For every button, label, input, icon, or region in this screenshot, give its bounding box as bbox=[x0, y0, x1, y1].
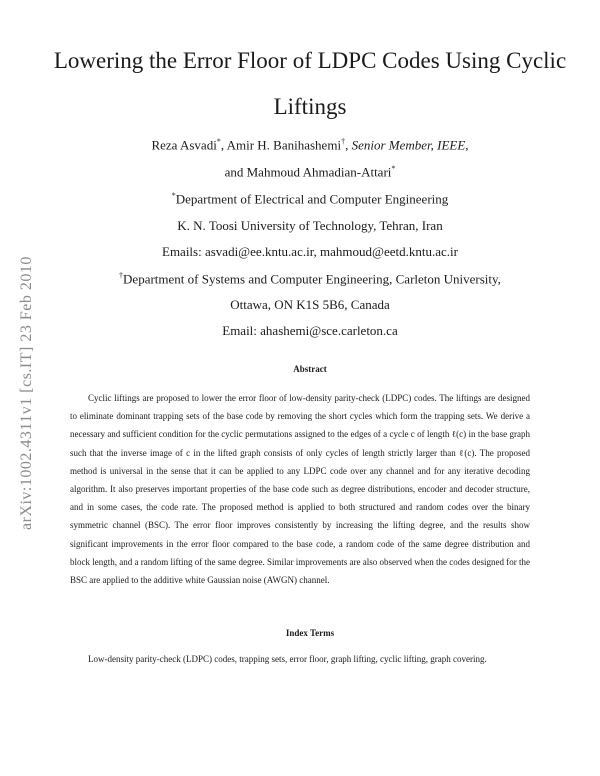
author-line-1 bbox=[40, 137, 580, 153]
author-names-3: and Mahmoud Ahmadian-Attari bbox=[224, 164, 392, 180]
affiliation-univ-1: K. N. Toosi University of Technology, Tehran, Iran bbox=[177, 218, 443, 233]
affiliation-dept-2 bbox=[40, 271, 580, 287]
index-terms-heading: Index Terms bbox=[285, 628, 335, 638]
index-terms-text: Low-density parity-check (LDPC) codes, trapping sets, error floor, graph lifting, cyclic lifting, graph covering. bbox=[88, 654, 487, 664]
dagger-mark-2: † bbox=[119, 271, 124, 280]
arxiv-id: arXiv:1002.4311v1 [cs.IT] 23 Feb 2010 bbox=[18, 256, 35, 530]
affiliation-dept-1 bbox=[40, 191, 580, 207]
star-mark-3: * bbox=[171, 191, 176, 200]
abstract-text: Cyclic liftings are proposed to lower the error floor of low-density parity-check (LDPC) codes. The liftings are designed to eliminate dominant trapping sets of the base code by removing the short cycles which form the trapping sets. We derive a necessary and sufficient condition for the cyclic permutations assigned to the edges of a cycle c of length ℓ(c) in the base graph such that the inverse image of c in the lifted graph consists of only cycles of length strictly larger than ℓ(c). The proposed method is universal in the sense that it can be applied to any LDPC code over any channel and for any iterative decoding algorithm. It also preserves important properties of the base code such as degree distributions, encoder and decoder structure, and in some cases, the code rate. The proposed method is applied to both structured and random codes over the binary symmetric channel (BSC). The error floor improves consistently by increasing the lifting degree, and the results show significant improvements in the error floor compared to the base code, a random code of the same degree distribution and block length, and a random lifting of the same degree. Similar improvements are also observed when the codes designed for the BSC are applied to the additive white Gaussian noise (AWGN) channel. bbox=[70, 393, 530, 586]
abstract-heading: Abstract bbox=[293, 364, 327, 374]
star-mark-2: * bbox=[391, 164, 396, 173]
author-sep: , bbox=[345, 137, 352, 153]
dept-2-text: Department of Systems and Computer Engineering, Carleton University, bbox=[123, 271, 501, 287]
author-names-1: Reza Asvadi bbox=[151, 137, 217, 153]
dept-1-text: Department of Electrical and Computer Engineering bbox=[175, 191, 449, 207]
affiliation-emails-1: Emails: asvadi@ee.kntu.ac.ir, mahmoud@eetd.kntu.ac.ir bbox=[162, 244, 458, 259]
author-title: Senior Member, IEEE, bbox=[351, 137, 469, 153]
author-line-2 bbox=[40, 164, 580, 180]
affiliation-city-2: Ottawa, ON K1S 5B6, Canada bbox=[230, 297, 390, 312]
affiliation-email-2: Email: ahashemi@sce.carleton.ca bbox=[222, 323, 398, 338]
arxiv-stamp bbox=[14, 200, 40, 530]
paper-title: Lowering the Error Floor of LDPC Codes Using Cyclic Liftings bbox=[53, 48, 567, 119]
star-mark: * bbox=[216, 137, 221, 146]
author-names-2: , Amir H. Banihashemi bbox=[220, 137, 342, 153]
dagger-mark: † bbox=[341, 137, 346, 146]
